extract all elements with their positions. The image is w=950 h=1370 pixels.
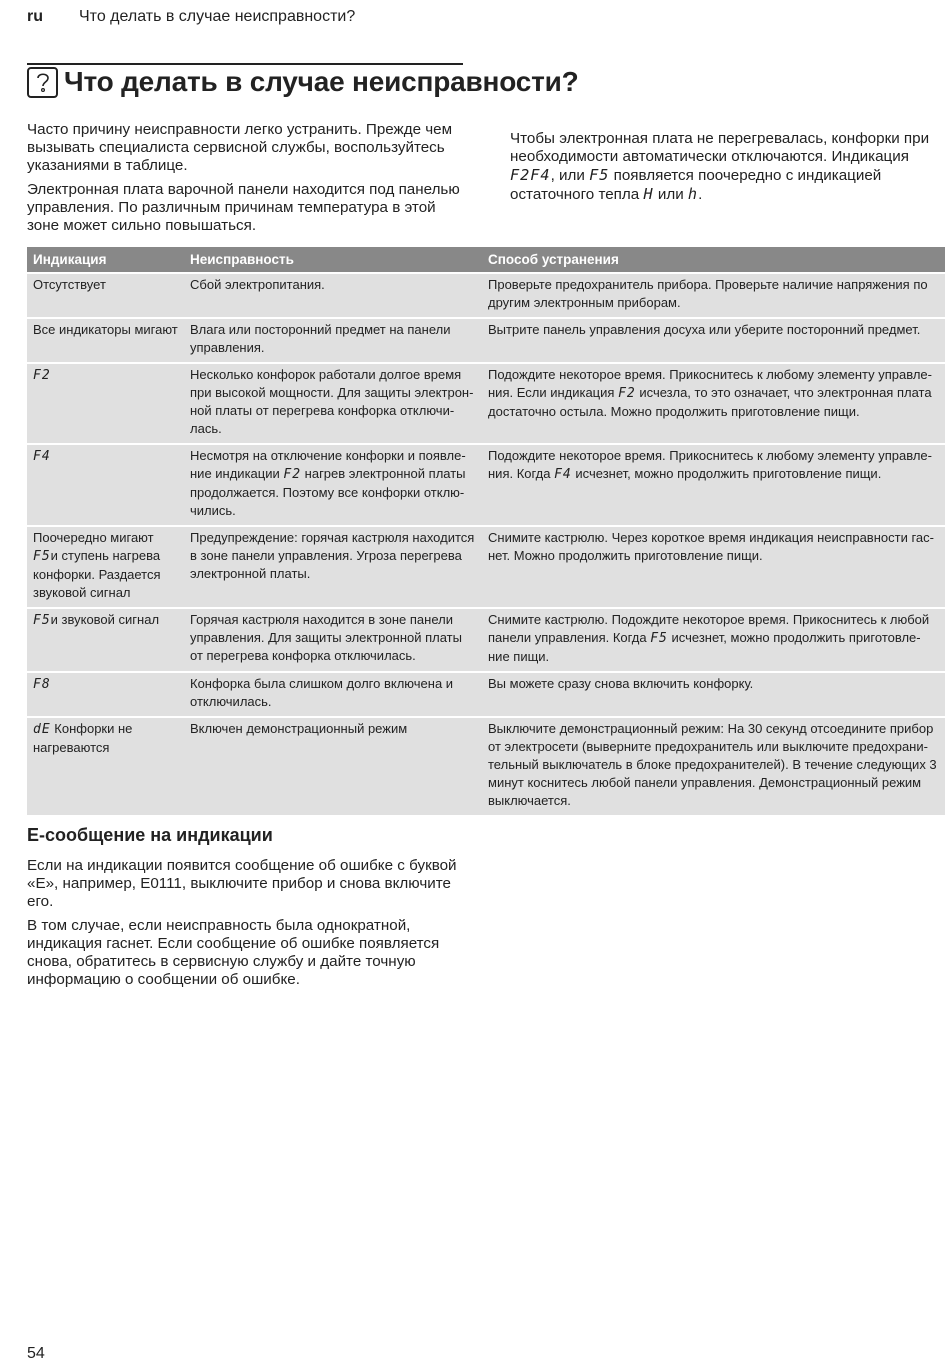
remedy-cell: Выключите демонстрационный режим: На 30 секунд отсоедините прибор от электросети (выверните предохранитель или выключите предохрани-тельный выключатель в блоке предохранителей). В течение следующих 3 минут коснитесь любой панели управления. Демонстрационный режим выключается. bbox=[482, 717, 945, 815]
section-title bbox=[27, 66, 579, 98]
fault-cell bbox=[184, 444, 482, 526]
table-header-row bbox=[27, 247, 945, 273]
page-number: 54 bbox=[27, 1345, 45, 1362]
fault-cell: Конфорка была слишком долго включена и отключилась. bbox=[184, 672, 482, 717]
indication-cell bbox=[27, 717, 184, 815]
question-mark-glyph bbox=[32, 70, 54, 94]
fault-cell: Влага или посторонний предмет на панели управления. bbox=[184, 318, 482, 363]
intro-right-column bbox=[510, 130, 940, 204]
table-row bbox=[27, 363, 945, 444]
remedy-cell: Вы можете сразу снова включить конфорку. bbox=[482, 672, 945, 717]
intro-left-column bbox=[27, 121, 467, 235]
running-header bbox=[27, 8, 355, 26]
intro-paragraph: Электронная плата варочной панели находится под панелью управления. По различным причинам температура в этой зоне может сильно повышаться. bbox=[27, 181, 460, 234]
display-code: F5 bbox=[33, 549, 51, 564]
table-row bbox=[27, 318, 945, 363]
intro-paragraph bbox=[510, 130, 940, 204]
display-code: F2F4 bbox=[510, 166, 551, 184]
remedy-text: Подождите некоторое время. Прикоснитесь к любому элементу управле-ния. Если индикация bbox=[488, 367, 932, 400]
intro-text: , или bbox=[550, 167, 585, 184]
intro-text: или bbox=[657, 186, 684, 203]
table-row bbox=[27, 717, 945, 815]
indication-cell bbox=[27, 672, 184, 717]
e-message-text bbox=[27, 857, 467, 989]
fault-cell: Горячая кастрюля находится в зоне панели управления. Для защиты электронной платы от перегрева конфорка отключилась. bbox=[184, 608, 482, 672]
subsection-title: E-сообщение на индикации bbox=[27, 825, 273, 845]
display-code: dE bbox=[33, 722, 51, 737]
fault-cell: Сбой электропитания. bbox=[184, 273, 482, 318]
indication-cell bbox=[27, 608, 184, 672]
fault-cell: Несколько конфорок работали долгое время при высокой мощности. Для защиты электрон-ной платы от перегрева конфорка отключи-лась. bbox=[184, 363, 482, 444]
indication-cell bbox=[27, 526, 184, 608]
display-code: F8 bbox=[33, 677, 51, 692]
remedy-cell: Вытрите панель управления досуха или уберите посторонний предмет. bbox=[482, 318, 945, 363]
remedy-text: Снимите кастрюлю. Подождите некоторое время. Прикоснитесь к любой панели управления. Когда bbox=[488, 612, 930, 645]
indication-cell: Отсутствует bbox=[27, 273, 184, 318]
table-row bbox=[27, 608, 945, 672]
indication-text: и ступень нагрева конфорки. Раздается звуковой сигнал bbox=[33, 548, 161, 600]
table-row bbox=[27, 444, 945, 526]
column-header: Индикация bbox=[27, 247, 184, 273]
page-title: Что делать в случае неисправности? bbox=[64, 66, 579, 97]
intro-text: появляется поочередно с индикацией остаточного тепла bbox=[510, 167, 882, 203]
remedy-cell: Проверьте предохранитель прибора. Проверьте наличие напряжения по другим электронным приборам. bbox=[482, 273, 945, 318]
table-row bbox=[27, 526, 945, 608]
column-header: Способ устранения bbox=[482, 247, 945, 273]
title-rule bbox=[27, 63, 463, 65]
remedy-cell bbox=[482, 444, 945, 526]
remedy-cell bbox=[482, 363, 945, 444]
indication-cell: Все индикаторы мигают bbox=[27, 318, 184, 363]
remedy-cell: Снимите кастрюлю. Через короткое время индикация неисправности гас-нет. Можно продолжить приготовление пищи. bbox=[482, 526, 945, 608]
fault-text: Несмотря на отключение конфорки и появле-ние индикации bbox=[190, 448, 466, 481]
troubleshooting-table bbox=[27, 247, 945, 815]
fault-cell: Предупреждение: горячая кастрюля находится в зоне панели управления. Угроза перегрева электронной платы. bbox=[184, 526, 482, 608]
question-mark-icon bbox=[27, 67, 58, 98]
table-row bbox=[27, 672, 945, 717]
display-code: F5 bbox=[650, 631, 668, 646]
display-code: H bbox=[643, 185, 654, 203]
body-paragraph: В том случае, если неисправность была однократной, индикация гаснет. Если сообщение об ошибке появляется снова, обратитесь в сервисную службу и дайте точную информацию о сообщении об ошибке. bbox=[27, 917, 440, 988]
indication-text: и звуковой сигнал bbox=[50, 612, 160, 627]
display-code: F4 bbox=[33, 449, 51, 464]
indication-cell bbox=[27, 363, 184, 444]
header-title: Что делать в случае неисправности? bbox=[79, 8, 356, 25]
display-code: F5 bbox=[589, 166, 610, 184]
display-code: F4 bbox=[554, 467, 572, 482]
display-code: F2 bbox=[618, 386, 636, 401]
remedy-text: исчезнет, можно продолжить приготовле-ние пищи. bbox=[488, 630, 921, 664]
indication-cell bbox=[27, 444, 184, 526]
display-code: F2 bbox=[283, 467, 302, 482]
remedy-text: Подождите некоторое время. Прикоснитесь к любому элементу управле-ния. Когда bbox=[488, 448, 932, 481]
body-paragraph: Если на индикации появится сообщение об ошибке с буквой «E», например, E0111, выключите прибор и снова включите его. bbox=[27, 857, 457, 910]
intro-text: Чтобы электронная плата не перегревалась, конфорки при необходимости автоматически отключаются. Индикация bbox=[510, 130, 930, 165]
display-code: h bbox=[687, 185, 699, 203]
display-code: F2 bbox=[33, 368, 51, 383]
remedy-text: исчезла, то это означает, что электронная плата достаточно остыла. Можно продолжить приготовление пищи. bbox=[488, 385, 932, 419]
fault-cell: Включен демонстрационный режим bbox=[184, 717, 482, 815]
intro-text: . bbox=[698, 186, 703, 203]
language-code: ru bbox=[27, 8, 43, 25]
indication-text: Поочередно мигают bbox=[33, 530, 154, 545]
intro-paragraph: Часто причину неисправности легко устранить. Прежде чем вызывать специалиста сервисной службы, воспользуйтесь указаниями в таблице. bbox=[27, 121, 453, 174]
fault-text: нагрев электронной платы продолжается. Поэтому все конфорки отклю-чились. bbox=[190, 466, 466, 518]
remedy-cell bbox=[482, 608, 945, 672]
indication-text: Конфорки не нагреваются bbox=[33, 721, 133, 755]
table-row bbox=[27, 273, 945, 318]
remedy-text: исчезнет, можно продолжить приготовление пищи. bbox=[575, 466, 882, 481]
column-header: Неисправность bbox=[184, 247, 482, 273]
display-code: F5 bbox=[33, 613, 51, 628]
